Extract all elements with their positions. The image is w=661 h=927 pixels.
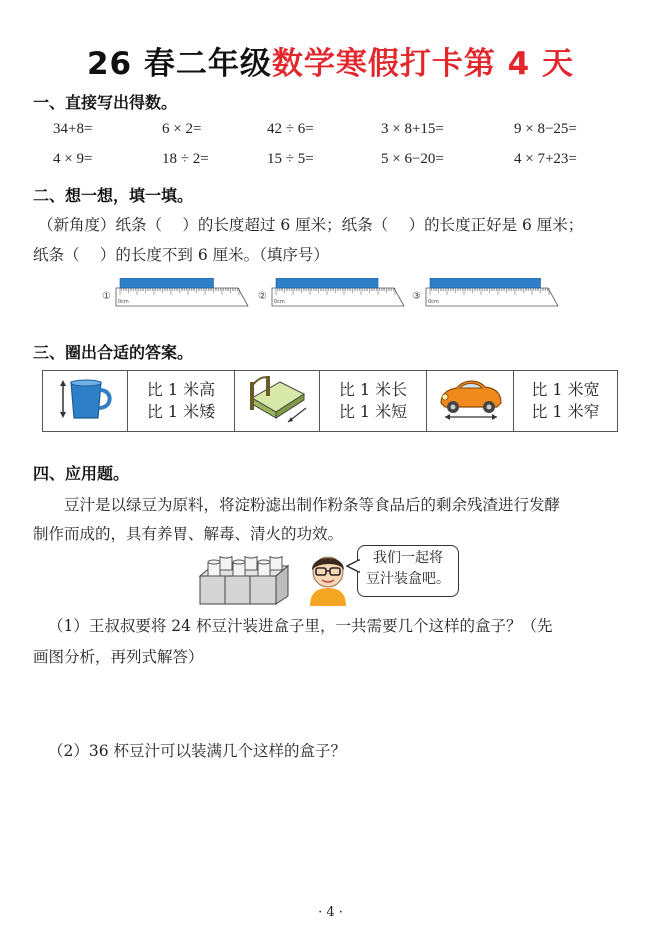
calc-2-4: 5 × 6−20= bbox=[381, 151, 444, 167]
section3-heading: 三、圈出合适的答案。 bbox=[33, 343, 194, 362]
bed-option-1[interactable]: 比 1 米长 bbox=[338, 380, 408, 399]
ruler-figure-1 bbox=[102, 278, 248, 306]
paper-strip bbox=[430, 278, 541, 288]
bubble-tail bbox=[346, 558, 360, 574]
bed-icon bbox=[244, 372, 310, 426]
title-highlight: 数学寒假打卡第 4 天 bbox=[271, 46, 575, 82]
calc-2-5: 4 × 7+23= bbox=[514, 151, 577, 167]
section4-para2: 制作而成的，具有养胃、解毒、清火的功效。 bbox=[33, 525, 344, 543]
ruler-unit-label: 0cm bbox=[118, 299, 129, 305]
section2-heading: 二、想一想，填一填。 bbox=[33, 186, 194, 205]
paper-strip bbox=[276, 278, 378, 288]
ruler-figure-3 bbox=[412, 278, 558, 306]
calc-2-3: 15 ÷ 5= bbox=[267, 151, 314, 167]
calc-1-3: 42 ÷ 6= bbox=[267, 121, 314, 137]
car-icon bbox=[435, 375, 505, 423]
calc-1-5: 9 × 8−25= bbox=[514, 121, 577, 137]
ruler-unit-label: 0cm bbox=[428, 299, 439, 305]
page-number: · 4 · bbox=[318, 905, 343, 920]
car-option-2[interactable]: 比 1 米窄 bbox=[531, 402, 600, 421]
cup-option-2[interactable]: 比 1 米矮 bbox=[146, 402, 216, 421]
bed-option-2[interactable]: 比 1 米短 bbox=[338, 402, 408, 421]
cup-cell bbox=[43, 371, 128, 432]
ruler-marker: ① bbox=[102, 291, 111, 302]
ruler-figures bbox=[100, 278, 560, 312]
section4-para1: 豆汁是以绿豆为原料，将淀粉滤出制作粉条等食品后的剩余残渣进行发酵 bbox=[64, 496, 561, 514]
calc-2-1: 4 × 9= bbox=[53, 151, 93, 167]
ruler-marker: ② bbox=[258, 291, 267, 302]
bubble-line-2: 豆汁装盒吧。 bbox=[366, 571, 450, 587]
ruler-body bbox=[116, 288, 248, 306]
calc-1-1: 34+8= bbox=[53, 121, 93, 137]
calc-2-2: 18 ÷ 2= bbox=[162, 151, 209, 167]
paper-strip bbox=[120, 278, 214, 288]
question-2: （2）36 杯豆汁可以装满几个这样的盒子？ bbox=[48, 742, 347, 760]
question-1-line1: （1）王叔叔要将 24 杯豆汁装进盒子里，一共需要几个这样的盒子？（先 bbox=[48, 617, 553, 635]
cup-option-1[interactable]: 比 1 米高 bbox=[146, 380, 216, 399]
teacher-avatar-icon bbox=[302, 548, 354, 606]
bed-cell bbox=[235, 371, 320, 432]
ruler-figure-2 bbox=[258, 278, 404, 306]
ruler-marker: ③ bbox=[412, 291, 421, 302]
car-option-1[interactable]: 比 1 米宽 bbox=[531, 380, 600, 399]
section4-heading: 四、应用题。 bbox=[33, 464, 130, 483]
question-1-line2: 画图分析，再列式解答） bbox=[33, 648, 204, 666]
car-cell bbox=[427, 371, 514, 432]
cup-icon bbox=[53, 376, 117, 422]
answer-table bbox=[42, 370, 618, 432]
calc-1-4: 3 × 8+15= bbox=[381, 121, 444, 137]
ruler-unit-label: 0cm bbox=[274, 299, 285, 305]
cup-box-illustration bbox=[196, 556, 292, 606]
page-title bbox=[0, 38, 661, 83]
bed-options bbox=[320, 371, 427, 432]
calc-1-2: 6 × 2= bbox=[162, 121, 202, 137]
section1-heading: 一、直接写出得数。 bbox=[33, 93, 178, 112]
section2-line1: （新角度）纸条（ ）的长度超过 6 厘米；纸条（ ）的长度正好是 6 厘米； bbox=[38, 216, 584, 234]
title-prefix: 26 春二年级 bbox=[86, 46, 272, 82]
ruler-body bbox=[426, 288, 558, 306]
section2-line2: 纸条（ ）的长度不到 6 厘米。（填序号） bbox=[33, 246, 329, 264]
ruler-body bbox=[272, 288, 404, 306]
car-options bbox=[514, 371, 618, 432]
speech-bubble bbox=[357, 545, 459, 597]
bubble-line-1: 我们一起将 bbox=[373, 550, 443, 566]
cup-options bbox=[128, 371, 235, 432]
